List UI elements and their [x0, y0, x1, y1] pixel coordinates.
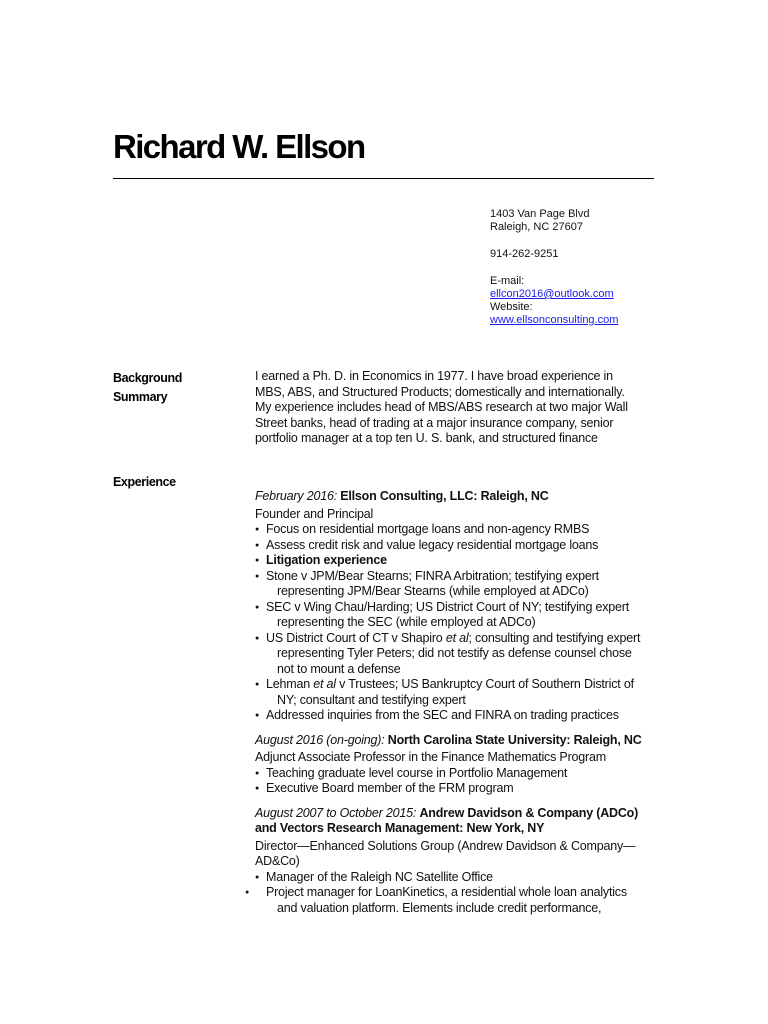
list-item: ● Lehman et al v Trustees; US Bankruptcy Court of Southern District of NY; consultant and testifying expert — [255, 677, 675, 708]
job-bullets — [255, 870, 675, 917]
experience-list — [255, 489, 675, 916]
list-item: ● Focus on residential mortgage loans and non-agency RMBS — [255, 522, 675, 538]
list-item: ● SEC v Wing Chau/Harding; US District Court of NY; testifying expert representing the SEC (while employed at ADCo) — [255, 600, 675, 631]
job-title: Founder and Principal — [255, 506, 374, 521]
list-item: ● Executive Board member of the FRM program — [255, 781, 675, 797]
phone-number: 914-262-9251 — [490, 248, 559, 260]
website-label: Website: — [490, 301, 533, 313]
resume-name: Richard W. Ellson — [113, 128, 365, 165]
list-item: ● Addressed inquiries from the SEC and FINRA on trading practices — [255, 708, 675, 724]
list-item: ● Manager of the Raleigh NC Satellite Office — [255, 870, 675, 886]
list-item: ● Teaching graduate level course in Portfolio Management — [255, 766, 675, 782]
background-summary-text: I earned a Ph. D. in Economics in 1977. I have broad experience in MBS, ABS, and Structured Products; domestically and internationally. My experience includes head of MBS/ABS research at two major Wall Street banks, head of trading at a major insurance company, senior portfolio manager at a top ten U. S. bank, and structured finance — [255, 369, 628, 445]
email-label: E-mail: — [490, 275, 525, 287]
background-summary-heading: Background Summary — [113, 371, 182, 404]
address-line-2: Raleigh, NC 27607 — [490, 221, 583, 233]
experience-heading: Experience — [113, 475, 176, 489]
job-title: Director—Enhanced Solutions Group (Andrew Davidson & Company— — [255, 838, 636, 853]
list-item: ● Assess credit risk and value legacy residential mortgage loans — [255, 538, 675, 554]
email-link[interactable]: ellcon2016@outlook.com — [490, 288, 614, 300]
list-item: ● US District Court of CT v Shapiro et al; consulting and testifying expert representing Tyler Peters; did not testify as defense counsel chose not to mount a defense — [255, 631, 675, 678]
job-ellson-consulting: February 2016: Ellson Consulting, LLC: Raleigh, NC Founder and Principal ● Focus on residential mortgage loans and non-agency RMBS ● Assess credit risk and value legacy residential mortgage loans ● Litigation experience ● Stone v JPM/Bear Stearns; FINRA Arbitration; testifying expert representing JPM/Bear Stearns (while employed at ADCo) ● SEC v Wing Chau/Harding; US District Court of NY; testifying expert representing the SEC (while employed at ADCo) ● US District Court of CT v Shapiro et al; consulting and testifying expert representing Tyler Peters; did not testify as defense counsel chose not to mount a defense ● Lehman et al v Trustees; US Bankruptcy Court of Southern District of NY; consultant and testifying expert ● Addressed inquiries from the SEC and FINRA on trading practices — [255, 489, 675, 724]
list-item: ● Project manager for LoanKinetics, a residential whole loan analytics and valuation platform. Elements include credit performance, — [255, 885, 675, 916]
job-bullets — [255, 522, 675, 724]
list-item: ● Stone v JPM/Bear Stearns; FINRA Arbitration; testifying expert representing JPM/Bear Stearns (while employed at ADCo) — [255, 569, 675, 600]
job-bullets — [255, 766, 675, 797]
website-link[interactable]: www.ellsonconsulting.com — [490, 314, 619, 326]
contact-block — [490, 208, 618, 327]
job-title-continued: AD&Co) — [255, 854, 300, 868]
job-nc-state: August 2016 (on-going): North Carolina State University: Raleigh, NC Adjunct Associate Professor in the Finance Mathematics Program ● Teaching graduate level course in Portfolio Management ● Executive Board member of the FRM program — [255, 733, 675, 797]
header-divider — [113, 178, 654, 179]
list-item: ● Litigation experience — [255, 553, 675, 569]
job-andrew-davidson: August 2007 to October 2015: Andrew Davidson & Company (ADCo) and Vectors Research Management: New York, NY Director—Enhanced Solutions Group (Andrew Davidson & Company— AD&Co) ● Manager of the Raleigh NC Satellite Office ● Project manager for LoanKinetics, a residential whole loan analytics and valuation platform. Elements include credit performance, — [255, 806, 675, 917]
job-title: Adjunct Associate Professor in the Finance Mathematics Program — [255, 750, 606, 764]
address-line-1: 1403 Van Page Blvd — [490, 208, 590, 220]
